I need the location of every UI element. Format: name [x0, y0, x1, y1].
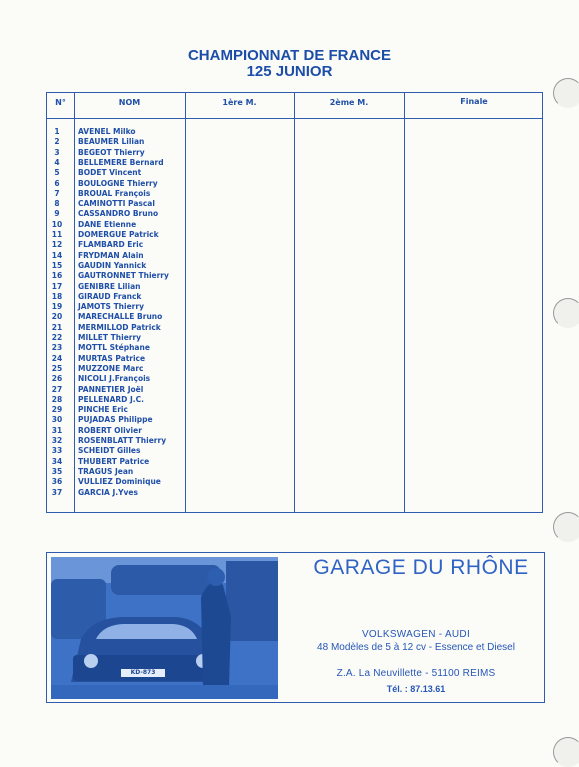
- results-table: [46, 92, 543, 513]
- table-row: [47, 467, 187, 477]
- rider-number: 29: [51, 405, 63, 415]
- models-line: 48 Modèles de 5 à 12 cv - Essence et Diesel: [317, 642, 515, 653]
- rider-name: VULLIEZ Dominique: [78, 477, 161, 487]
- binder-hole: [553, 298, 579, 328]
- rider-number: 11: [51, 230, 63, 239]
- rider-name: FRYDMAN Alain: [78, 250, 144, 260]
- rider-name: CASSANDRO Bruno: [78, 209, 159, 219]
- table-row: [47, 158, 187, 168]
- rider-name: NICOLI J.François: [78, 374, 151, 384]
- table-row: [47, 230, 187, 240]
- rider-number: 35: [51, 466, 63, 476]
- table-row: [47, 364, 187, 374]
- table-row: [47, 168, 187, 178]
- rider-name: PINCHE Eric: [78, 405, 128, 415]
- rider-name: PELLENARD J.C.: [78, 394, 144, 404]
- advertisement: [46, 552, 545, 703]
- rider-name: GAUTRONNET Thierry: [78, 271, 169, 281]
- rider-name: GENIBRE Lilian: [78, 281, 141, 291]
- table-row: [47, 436, 187, 446]
- table-row: [47, 405, 187, 415]
- rider-name: BROUAL François: [78, 188, 151, 198]
- rider-number: 3: [54, 147, 60, 157]
- table-row: [47, 415, 187, 425]
- rider-name: DOMERGUE Patrick: [78, 230, 159, 239]
- table-row: [47, 127, 187, 137]
- rider-number: 22: [51, 333, 63, 342]
- title-line-2: 125 JUNIOR: [246, 63, 333, 80]
- title-line-1: CHAMPIONNAT DE FRANCE: [187, 47, 392, 64]
- rider-number: 21: [51, 322, 63, 332]
- table-row: [47, 343, 187, 353]
- header-final: Finale: [460, 97, 488, 106]
- rider-name: BOULOGNE Thierry: [78, 178, 158, 188]
- table-row: [47, 312, 187, 322]
- table-row: [47, 189, 187, 199]
- binder-hole: [553, 78, 579, 108]
- header-manche-2: 2ème M.: [329, 98, 369, 107]
- rider-number: 26: [51, 374, 63, 384]
- rider-number: 12: [51, 240, 63, 250]
- table-row: [47, 251, 187, 261]
- table-row: [47, 292, 187, 302]
- rider-name: ROBERT Olivier: [78, 425, 142, 435]
- table-row: [47, 302, 187, 312]
- rider-name: MOTTL Stéphane: [78, 343, 150, 353]
- table-row: [47, 148, 187, 158]
- rider-name: TRAGUS Jean: [78, 466, 134, 476]
- rider-number: 27: [51, 384, 63, 394]
- column-divider: [404, 93, 405, 512]
- table-row: [47, 446, 187, 456]
- rider-name: DANE Etienne: [78, 219, 137, 229]
- car-photo: [51, 557, 278, 699]
- rider-name: PUJADAS Philippe: [78, 415, 153, 425]
- table-row: [47, 179, 187, 189]
- rider-number: 25: [51, 363, 63, 373]
- rider-number: 15: [51, 260, 63, 270]
- table-row: [47, 385, 187, 395]
- rider-name: JAMOTS Thierry: [78, 302, 144, 312]
- table-row: [47, 354, 187, 364]
- table-row: [47, 457, 187, 467]
- brand-line: VOLKSWAGEN - AUDI: [361, 629, 471, 640]
- telephone-line: Tél. : 87.13.61: [386, 684, 446, 694]
- rider-name: BELLEMERE Bernard: [78, 157, 164, 167]
- table-row: [47, 137, 187, 147]
- rider-name: MUZZONE Marc: [78, 363, 144, 373]
- license-plate: KD-873: [130, 669, 156, 676]
- rider-number: 24: [51, 353, 63, 363]
- table-row: [47, 477, 187, 487]
- rider-number: 19: [51, 302, 63, 312]
- column-divider: [294, 93, 295, 512]
- header-name: NOM: [118, 98, 141, 107]
- rider-name: BEAUMER Lilian: [78, 137, 145, 147]
- rider-number: 18: [51, 291, 63, 301]
- table-row: [47, 323, 187, 333]
- rider-number: 20: [51, 312, 63, 322]
- rider-number: 10: [51, 219, 63, 229]
- table-row: [47, 209, 187, 219]
- table-row: [47, 374, 187, 384]
- rider-name: GIRAUD Franck: [78, 291, 142, 301]
- table-row: [47, 271, 187, 281]
- rider-number: 5: [54, 168, 60, 178]
- rider-name: GAUDIN Yannick: [78, 260, 147, 270]
- rider-name: SCHEIDT Gilles: [78, 446, 141, 456]
- rider-name: CAMINOTTI Pascal: [78, 199, 155, 209]
- rider-number: 31: [51, 425, 63, 435]
- table-row: [47, 220, 187, 230]
- rider-name: MERMILLOD Patrick: [78, 322, 161, 332]
- rider-name: MURTAS Patrice: [78, 353, 146, 363]
- table-row: [47, 488, 187, 498]
- rider-number: 30: [51, 415, 63, 425]
- rider-name: BEGEOT Thierry: [78, 147, 145, 157]
- table-row: [47, 282, 187, 292]
- garage-name: GARAGE DU RHÔNE: [313, 556, 529, 579]
- rider-number: 4: [54, 157, 60, 167]
- rider-name: GARCIA J.Yves: [78, 487, 138, 497]
- rider-name: BODET Vincent: [78, 168, 142, 178]
- rider-number: 36: [51, 477, 63, 487]
- rider-name: AVENEL Milko: [78, 127, 136, 136]
- rider-number: 37: [51, 487, 63, 497]
- rider-number: 14: [51, 250, 63, 260]
- rider-name: MILLET Thierry: [78, 333, 142, 342]
- rider-number: 34: [51, 456, 63, 466]
- table-row: [47, 199, 187, 209]
- rider-name: MARECHALLE Bruno: [78, 312, 163, 322]
- header-manche-1: 1ère M.: [222, 98, 257, 107]
- header-num: N°: [55, 98, 66, 107]
- table-row: [47, 333, 187, 343]
- rider-number: 9: [54, 209, 60, 219]
- rider-number: 1: [54, 127, 60, 136]
- rider-number: 7: [54, 188, 60, 198]
- address-line: Z.A. La Neuvillette - 51100 REIMS: [336, 668, 496, 679]
- rider-name: PANNETIER Joël: [78, 384, 144, 394]
- rider-number: 23: [51, 343, 63, 353]
- rider-number: 33: [51, 446, 63, 456]
- rider-number: 6: [54, 178, 60, 188]
- table-row: [47, 240, 187, 250]
- rider-number: 28: [51, 394, 63, 404]
- rider-name: ROSENBLATT Thierry: [78, 436, 167, 445]
- rider-number: 8: [54, 199, 60, 209]
- table-row: [47, 261, 187, 271]
- rider-number: 17: [51, 281, 63, 291]
- rider-name: THUBERT Patrice: [78, 456, 150, 466]
- rider-number: 2: [54, 137, 60, 147]
- binder-hole: [553, 512, 579, 542]
- rider-number: 16: [51, 271, 63, 281]
- rider-number: 32: [51, 436, 63, 445]
- car-dealership-image: [51, 557, 278, 699]
- header-divider: [47, 118, 542, 119]
- table-row: [47, 426, 187, 436]
- rider-name: FLAMBARD Eric: [78, 240, 144, 250]
- table-row: [47, 395, 187, 405]
